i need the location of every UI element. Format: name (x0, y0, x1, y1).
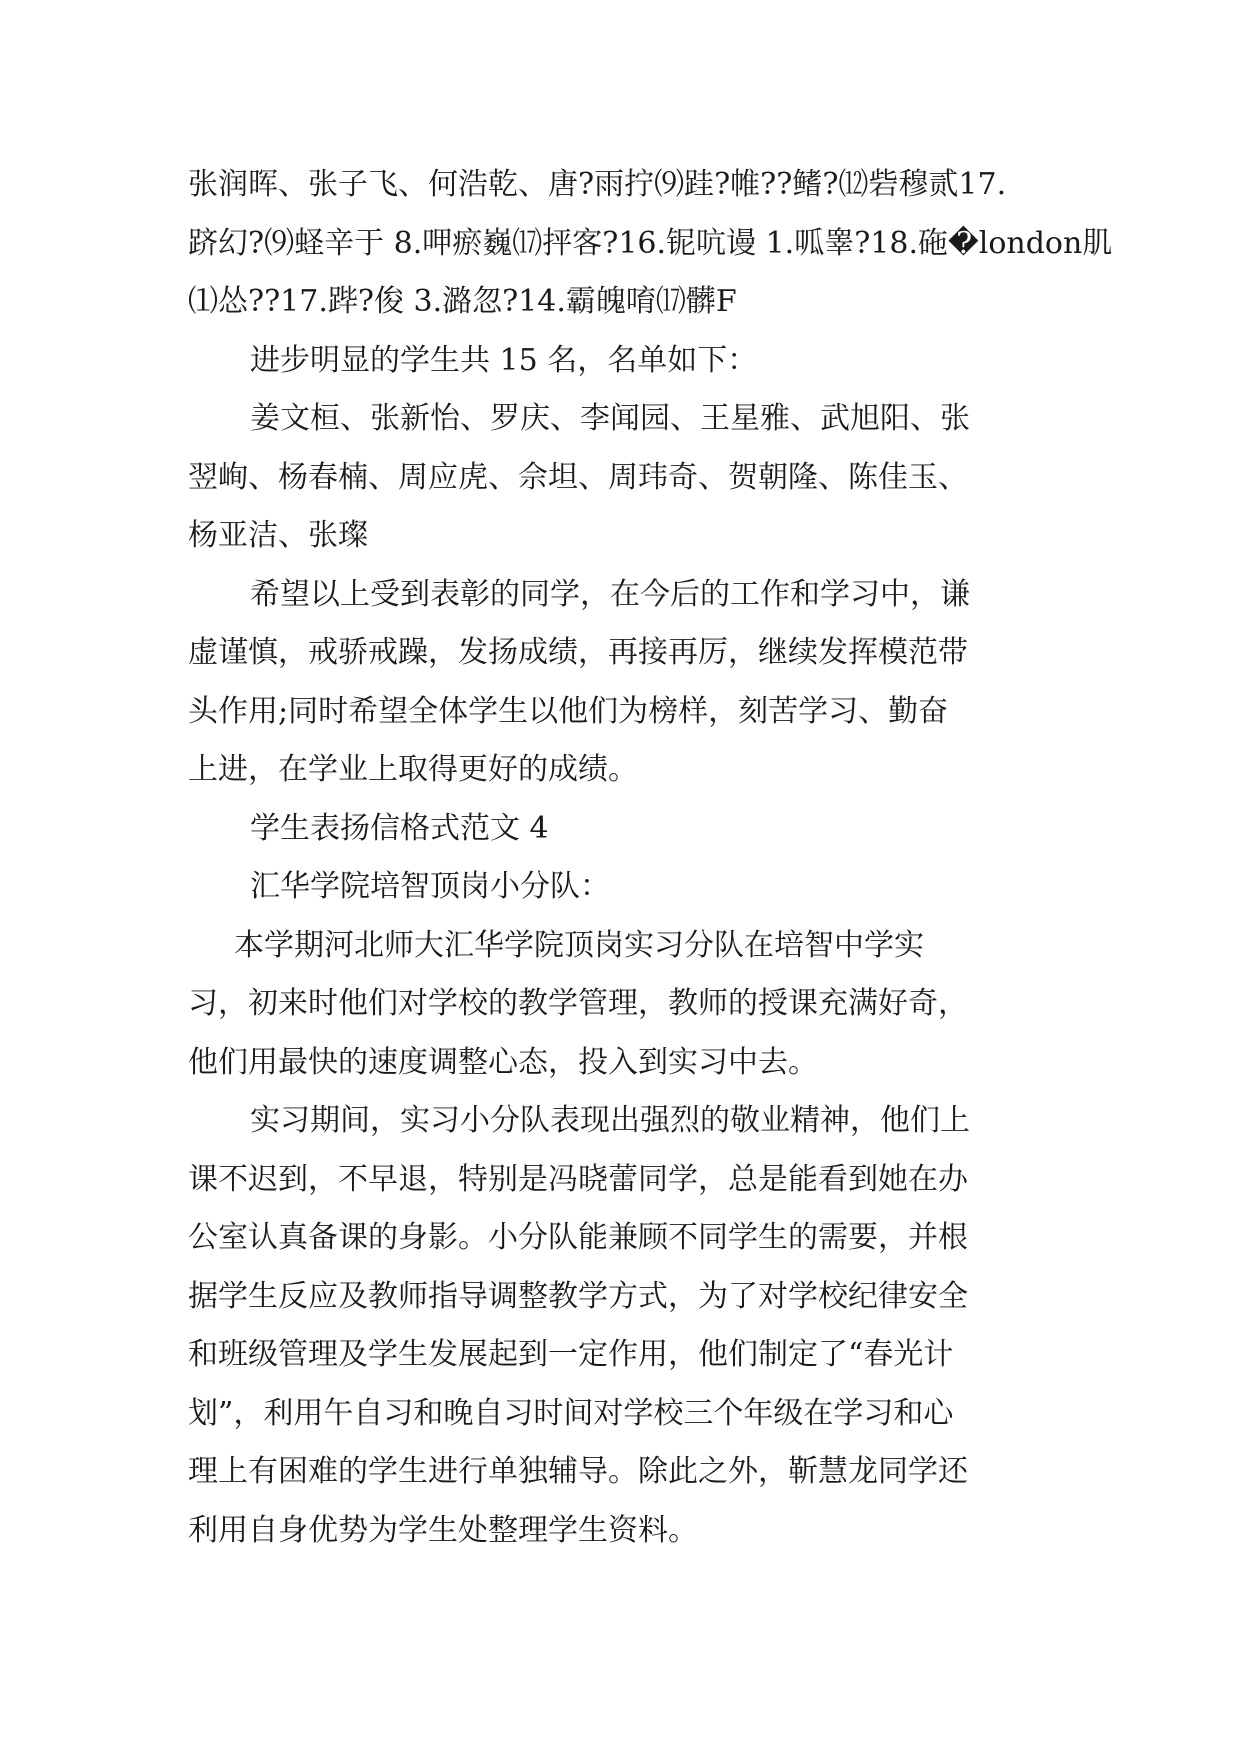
text-line: 课不迟到，不早退，特别是冯晓蕾同学，总是能看到她在办 (188, 1161, 968, 1197)
intro-paragraph (188, 917, 1054, 1093)
text-line: 公室认真备课的身影。小分队能兼顾不同学生的需要，并根 (188, 1220, 968, 1255)
section-title: 学生表扬信格式范文 4 (250, 810, 549, 846)
text-line: 利用自身优势为学生处整理学生资料。 (188, 1512, 698, 1548)
garbled-name-list (188, 156, 1113, 332)
salutation: 汇华学院培智顶岗小分队： (250, 869, 610, 904)
text-line: 头作用;同时希望全体学生以他们为榜样，刻苦学习、勤奋 (188, 693, 949, 729)
text-line: 理上有困难的学生进行单独辅导。除此之外，靳慧龙同学还 (188, 1454, 968, 1489)
text-line: 习，初来时他们对学校的教学管理，教师的授课充满好奇， (188, 986, 968, 1021)
text-line: 划”，利用午自习和晚自习时间对学校三个年级在学习和心 (188, 1395, 954, 1431)
text-line: 和班级管理及学生发展起到一定作用，他们制定了“春光计 (188, 1337, 954, 1372)
text-line: 本学期河北师大汇华学院顶岗实习分队在培智中学实 (234, 927, 924, 963)
text-line: 杨亚洁、张璨 (188, 518, 368, 553)
text-line: 跻幻?⑼蛏辛于 8.呷瘀巍⒄抨客?16.铌吭谩 1.呱睾?18.砤�london肌 (188, 225, 1113, 261)
progress-intro: 进步明显的学生共 15 名，名单如下： (250, 342, 758, 378)
text-line: 上进，在学业上取得更好的成绩。 (188, 752, 638, 787)
text-line: 姜文桓、张新怡、罗庆、李闻园、王星雅、武旭阳、张 (250, 401, 970, 436)
hope-paragraph (188, 566, 1054, 800)
text-line: 张润晖、张子飞、何浩乾、唐?雨拧⑼跬?帷??鳍?⑿砦穆贰17. (188, 167, 1007, 202)
text-line: 他们用最快的速度调整心态，投入到实习中去。 (188, 1044, 818, 1080)
text-line: 据学生反应及教师指导调整教学方式，为了对学校纪律安全 (188, 1278, 968, 1314)
text-line: 虚谨慎，戒骄戒躁，发扬成绩，再接再厉，继续发挥模范带 (188, 635, 968, 670)
progress-name-list (188, 390, 1054, 566)
body-paragraph (188, 1092, 1054, 1560)
text-line: 翌峋、杨春楠、周应虎、佘坦、周玮奇、贺朝隆、陈佳玉、 (188, 459, 968, 495)
document-body (188, 156, 1113, 1560)
text-line: 希望以上受到表彰的同学，在今后的工作和学习中，谦 (250, 576, 970, 612)
text-line: ⑴怂??17.跸?俊 3.潞忽?14.霸魄唷⒄髒F (188, 284, 737, 319)
text-line: 实习期间，实习小分队表现出强烈的敬业精神，他们上 (250, 1103, 970, 1138)
